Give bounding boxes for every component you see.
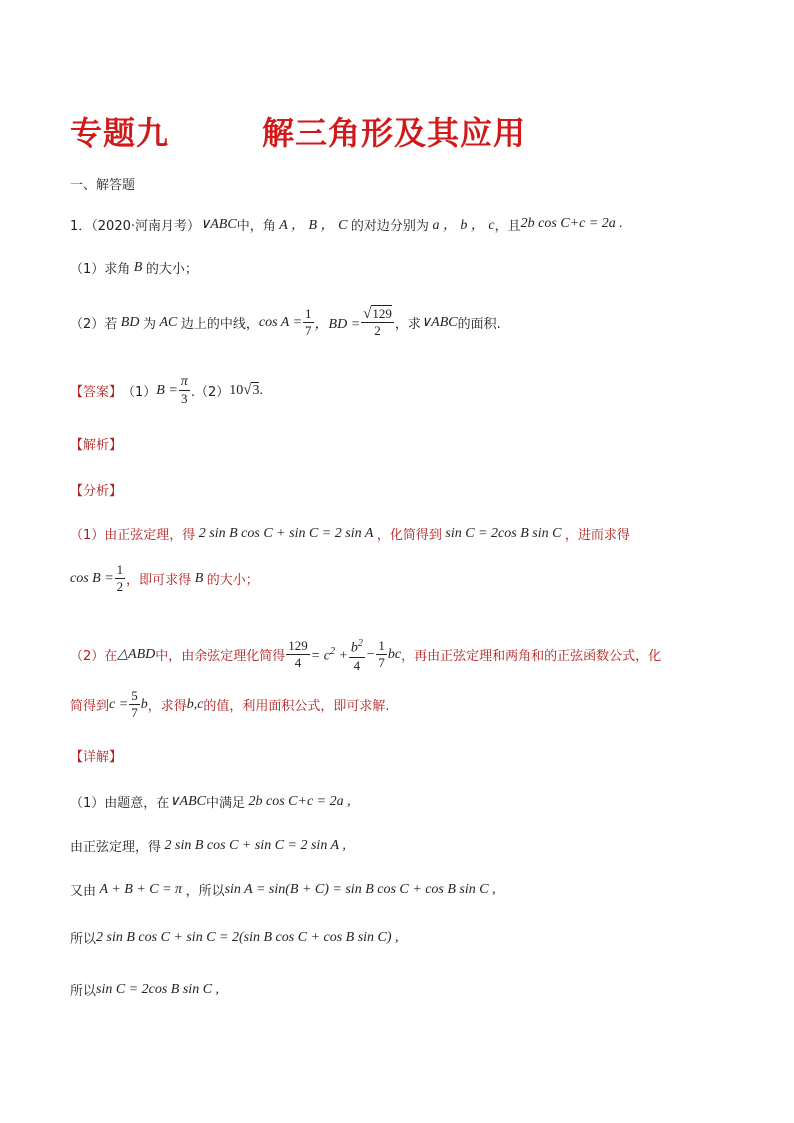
- problem-stem: 1．（2020·河南月考） ∨ABC 中，角 A ， B ， C 的对边分别为 a ， b ， c ，且 2b cos C+c = 2a .: [70, 216, 623, 234]
- detail-line-4: 所以 2 sin B cos C + sin C = 2(sin B cos C + cos B sin C) ,: [70, 929, 399, 947]
- label-jiexi: 【解析】: [70, 438, 123, 453]
- answer-line: 【答案】 （1） B = $\frac{\pi}{3}$ .（2） 10√3.: [70, 374, 263, 406]
- fraction-pi-3: $\frac{\pi}{3}$: [180, 374, 188, 406]
- page-title: [70, 108, 169, 154]
- detail-line-5: 所以 sin C = 2cos B sin C ,: [70, 981, 220, 999]
- problem-part1: （1）求角 B 的大小；: [70, 259, 198, 277]
- section-heading: 一、解答题: [70, 178, 136, 193]
- fraction-sqrt129-2: $\frac{√129}{2}$: [363, 306, 392, 338]
- analysis-p1-cont: cos B = $\frac{1}{2}$ ，即可求得 B 的大小；: [70, 562, 259, 594]
- title-main: 专题九: [70, 114, 170, 152]
- answer-tag: 【答案】: [70, 385, 123, 400]
- analysis-p2-cont: 简得到 c = $\frac{5}{7}$ b ，求得 b,c 的值，利用面积公式，即可求解.: [70, 688, 390, 720]
- page-subtitle: [262, 108, 526, 154]
- label-fenxi: 【分析】: [70, 484, 123, 499]
- detail-line-2: 由正弦定理，得 2 sin B cos C + sin C = 2 sin A ,: [70, 837, 346, 855]
- detail-line-3: 又由 A + B + C = π ，所以 sin A = sin(B + C) = sin B cos C + cos B sin C ,: [70, 881, 496, 899]
- problem-part2: （2）若 BD 为 AC 边上的中线， cos A = $\frac{1}{7}$ ，BD = $\frac{√129}{2}$ ，求 ∨ABC 的面积.: [70, 306, 501, 338]
- label-xiangjie: 【详解】: [70, 750, 123, 765]
- title-sub: 解三角形及其应用: [262, 114, 527, 152]
- analysis-p1: （1）由正弦定理，得 2 sin B cos C + sin C = 2 sin A ，化简得到 sin C = 2cos B sin C ，进而求得: [70, 525, 630, 543]
- fraction-1-7: $\frac{1}{7}$: [305, 306, 312, 338]
- formula-condition: 2b cos C+c = 2a .: [520, 216, 623, 231]
- detail-line-1: （1）由题意，在 ∨ABC 中满足 2b cos C+c = 2a ,: [70, 793, 351, 811]
- analysis-p2: （2）在 △ABD 中，由余弦定理化简得 $\frac{129}{4}$ = $c^2$ + $\frac{b^2}{4}$ − $\frac{1}{7}$ bc ，再由正弦定理和两角和的正弦函数公式，化: [70, 638, 662, 673]
- formula-triangle-abc: ∨ABC: [200, 216, 237, 232]
